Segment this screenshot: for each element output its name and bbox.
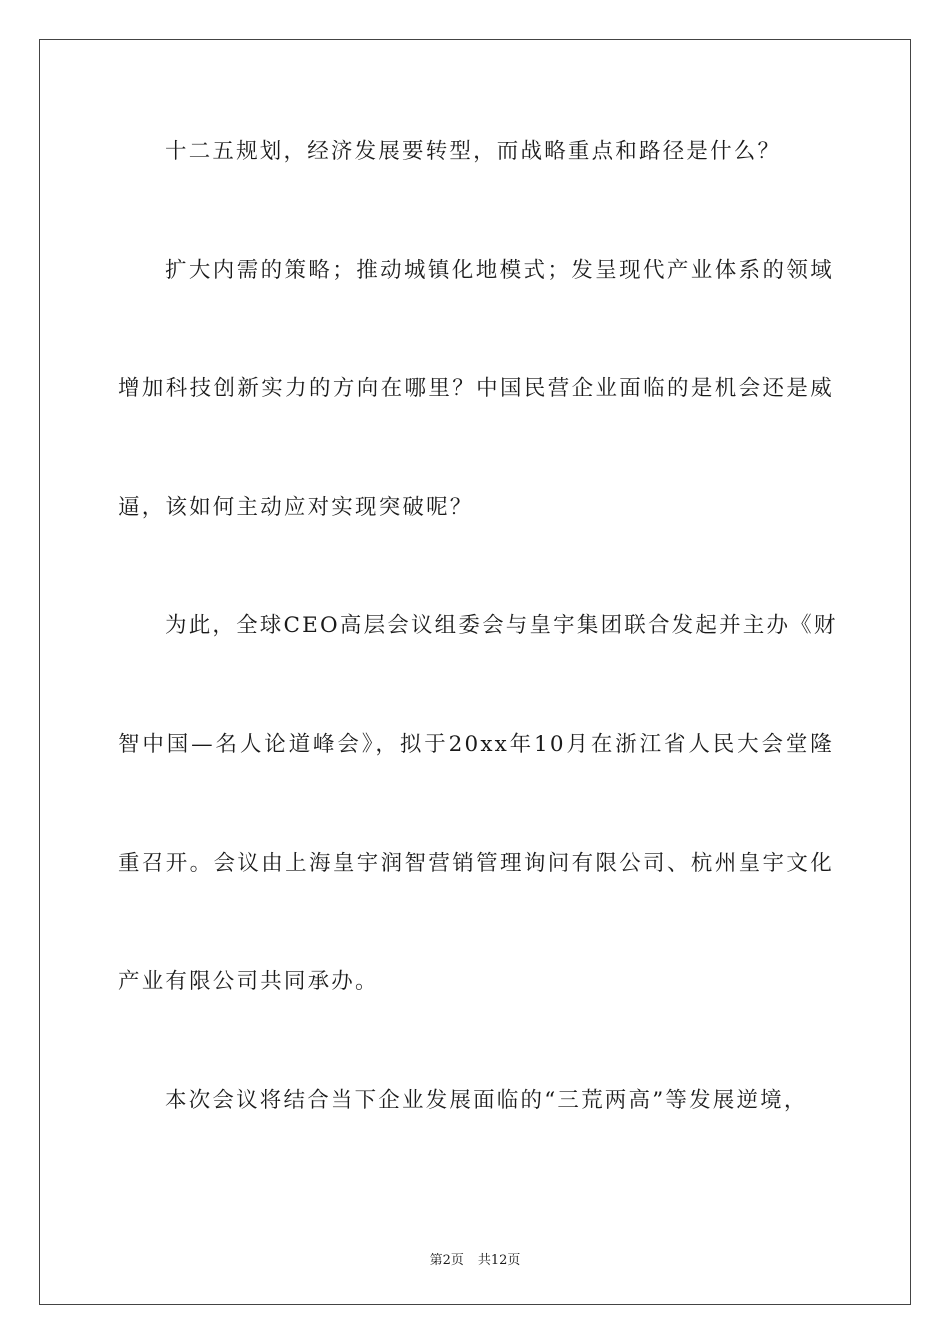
paragraph-2	[118, 241, 834, 537]
text-line: 逼，该如何主动应对实现突破呢？	[118, 494, 474, 520]
paragraph-1	[118, 122, 834, 181]
text-line: 产业有限公司共同承办。	[118, 969, 379, 995]
text-line: 十二五规划，经济发展要转型，而战略重点和路径是什么？	[165, 139, 782, 164]
paragraph-4	[118, 1071, 834, 1130]
text-line: 增加科技创新实力的方向在哪里？中国民营企业面临的是机会还是威	[118, 376, 834, 402]
page-footer	[0, 1249, 950, 1268]
paragraph-3	[118, 596, 838, 1011]
page-total: 共12页	[477, 1253, 521, 1268]
page-number: 第2页	[429, 1253, 464, 1268]
text-line: 重召开。会议由上海皇宇润智营销管理询问有限公司、杭州皇宇文化	[118, 850, 834, 876]
text-line: 为此，全球CEO高层会议组委会与皇宇集团联合发起并主办《财	[165, 613, 838, 639]
document-body	[118, 122, 838, 1130]
text-line: 扩大内需的策略；推动城镇化地模式；发呈现代产业体系的领域	[165, 257, 834, 283]
text-line: 智中国—名人论道峰会》，拟于20xx年10月在浙江省人民大会堂隆	[118, 731, 834, 757]
text-line: 本次会议将结合当下企业发展面临的“三荒两高”等发展逆境，	[165, 1087, 808, 1113]
